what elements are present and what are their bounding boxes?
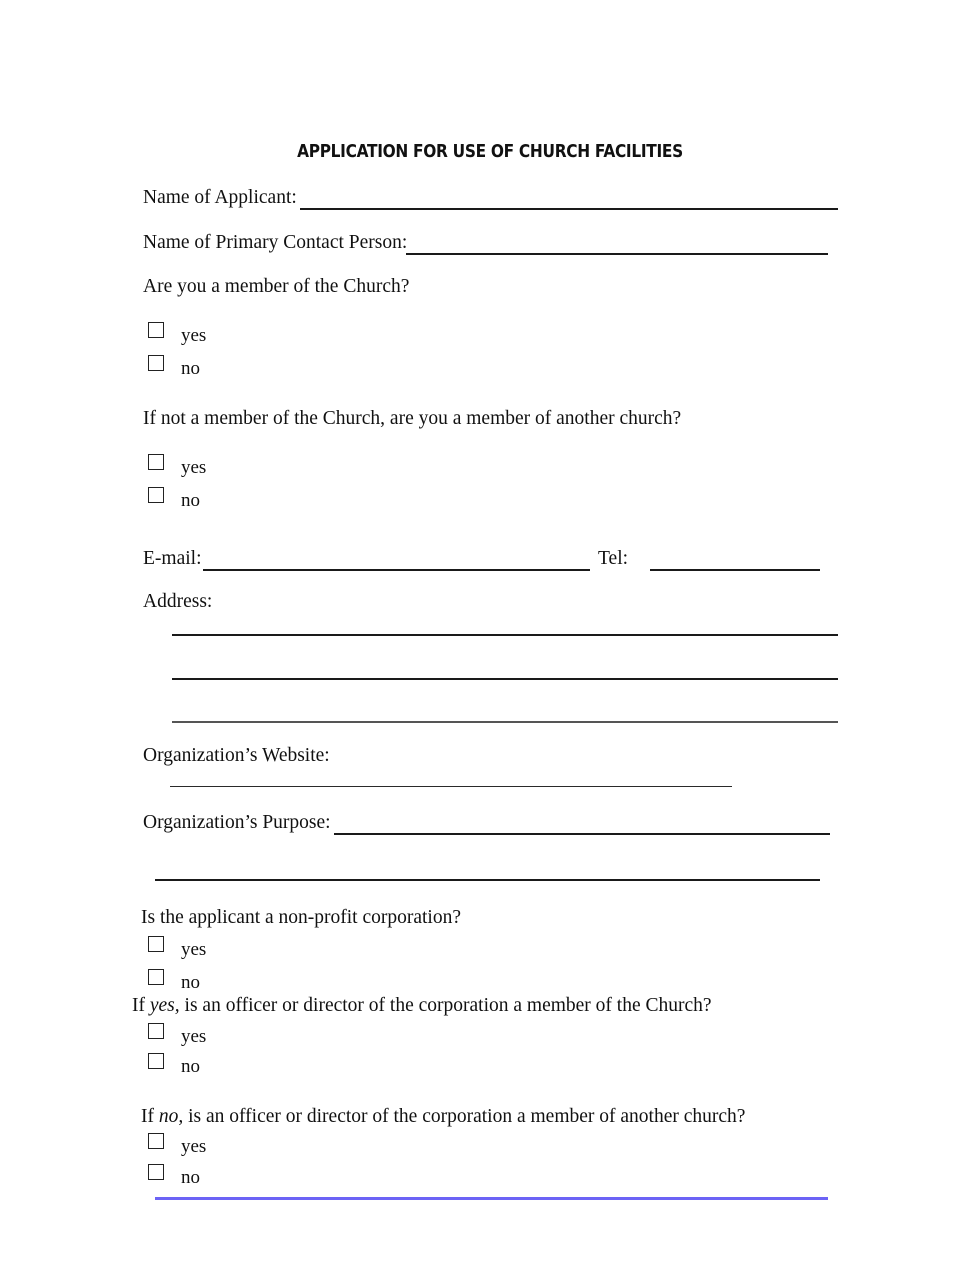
checkbox-label-officer-church-no: no — [181, 1056, 200, 1077]
checkbox-label-officer-another-church-yes: yes — [181, 1136, 207, 1157]
question-officer-church-text — [132, 996, 712, 1016]
purpose-input-line-1[interactable] — [334, 833, 830, 835]
checkbox-label-non-profit-yes: yes — [181, 939, 207, 960]
question-officer-church-prefix: If — [132, 995, 150, 1016]
checkbox-label-member-of-church-no: no — [181, 358, 200, 379]
purpose-label: Organization’s Purpose: — [143, 812, 331, 833]
checkbox-officer-church-no[interactable] — [148, 1053, 164, 1069]
applicant-name-label: Name of Applicant: — [143, 187, 297, 208]
website-label: Organization’s Website: — [143, 745, 330, 766]
tel-label: Tel: — [598, 548, 629, 569]
checkbox-officer-church-yes[interactable] — [148, 1023, 164, 1039]
question-member-another-church-text: If not a member of the Church, are you a member of another church? — [143, 408, 682, 429]
question-officer-another-church-text — [141, 1107, 745, 1127]
checkbox-label-member-of-church-yes: yes — [181, 325, 207, 346]
checkbox-officer-another-church-no[interactable] — [148, 1164, 164, 1180]
checkbox-label-officer-church-yes: yes — [181, 1026, 207, 1047]
email-input-line[interactable] — [203, 569, 590, 571]
question-officer-church-emphasis: yes, — [149, 995, 180, 1016]
checkbox-member-another-church-yes[interactable] — [148, 454, 164, 470]
question-officer-another-church-emphasis: no, — [158, 1106, 184, 1127]
page-title: APPLICATION FOR USE OF CHURCH FACILITIES — [297, 142, 683, 162]
question-officer-church-suffix: is an officer or director of the corporation a member of the Church? — [179, 995, 712, 1016]
checkbox-member-of-church-no[interactable] — [148, 355, 164, 371]
contact-person-input-line[interactable] — [406, 253, 828, 255]
address-input-line-3[interactable] — [172, 721, 838, 723]
checkbox-member-of-church-yes[interactable] — [148, 322, 164, 338]
checkbox-non-profit-yes[interactable] — [148, 936, 164, 952]
question-officer-another-church-suffix: is an officer or director of the corporation a member of another church? — [183, 1106, 746, 1127]
question-officer-another-church-prefix: If — [141, 1106, 159, 1127]
checkbox-label-non-profit-no: no — [181, 972, 200, 993]
checkbox-label-member-another-church-yes: yes — [181, 457, 207, 478]
checkbox-label-member-another-church-no: no — [181, 490, 200, 511]
question-non-profit-text: Is the applicant a non-profit corporation? — [141, 907, 462, 928]
website-input-line[interactable] — [170, 786, 732, 787]
checkbox-officer-another-church-yes[interactable] — [148, 1133, 164, 1149]
applicant-name-input-line[interactable] — [300, 208, 838, 210]
checkbox-non-profit-no[interactable] — [148, 969, 164, 985]
address-input-line-1[interactable] — [172, 634, 838, 636]
address-label: Address: — [143, 591, 213, 612]
question-member-of-church-text: Are you a member of the Church? — [143, 276, 410, 297]
contact-person-label: Name of Primary Contact Person: — [143, 232, 408, 253]
address-input-line-2[interactable] — [172, 678, 838, 680]
footer-divider — [155, 1197, 828, 1200]
checkbox-member-another-church-no[interactable] — [148, 487, 164, 503]
email-label: E-mail: — [143, 548, 202, 569]
tel-input-line[interactable] — [650, 569, 820, 571]
purpose-input-line-2[interactable] — [155, 879, 820, 881]
checkbox-label-officer-another-church-no: no — [181, 1167, 200, 1188]
